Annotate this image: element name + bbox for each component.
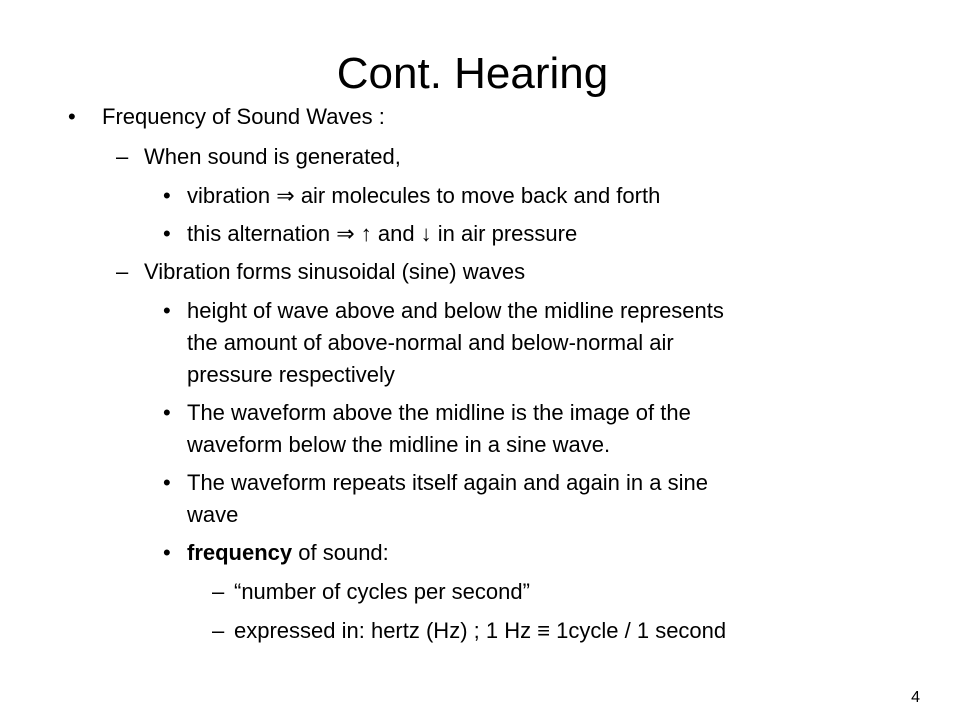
frequency-term-rest: of sound: [292,540,389,565]
bullet-text-line: waveform below the midline in a sine wave. [187,432,611,457]
bullet-marker: • [163,540,171,565]
slide-title: Cont. Hearing [336,49,609,98]
subitem-sound-generated [116,142,896,171]
dash-marker: – [116,259,129,284]
subitem-expressed-in-hertz [212,616,932,645]
bullet-frequency-of-sound-waves [68,102,868,131]
bullet-text: vibration ⇒ air molecules to move back and forth [187,183,661,208]
frequency-term: frequency [187,540,293,565]
bullet-text [187,468,708,532]
dash-marker: – [116,144,129,169]
subitem-text: expressed in: hertz (Hz) ; 1 Hz ≡ 1cycle / 1 second [234,618,727,643]
subitem-text: Vibration forms sinusoidal (sine) waves [144,259,526,284]
dash-marker: – [212,618,225,643]
bullet-waveform-image [163,398,923,462]
bullet-marker: • [163,221,171,246]
bullet-height-of-wave [163,296,923,392]
bullet-text-line: pressure respectively [187,362,395,387]
bullet-alternation [163,219,923,248]
bullet-frequency-of-sound [163,538,923,567]
bullet-vibration [163,181,923,210]
bullet-marker: • [163,470,171,495]
bullet-waveform-repeats [163,468,923,532]
bullet-text-line: wave [187,502,239,527]
bullet-text-line: The waveform repeats itself again and again in a sine [187,470,708,495]
bullet-text [187,398,691,462]
subitem-cycles-per-second [212,577,932,606]
bullet-text [187,296,724,392]
bullet-marker: • [163,400,171,425]
subitem-text: When sound is generated, [144,144,401,169]
bullet-text: this alternation ⇒ ↑ and ↓ in air pressure [187,221,578,246]
bullet-text-line: the amount of above-normal and below-normal air [187,330,674,355]
bullet-marker: • [163,298,171,323]
bullet-text-line: height of wave above and below the midline represents [187,298,724,323]
bullet-text: Frequency of Sound Waves : [102,104,385,129]
subitem-sinusoidal [116,257,896,286]
bullet-marker: • [163,183,171,208]
subitem-text: “number of cycles per second” [234,579,530,604]
bullet-marker: • [68,104,76,129]
bullet-text [187,538,389,567]
page-number: 4 [911,689,920,706]
dash-marker: – [212,579,225,604]
bullet-text-line: The waveform above the midline is the image of the [187,400,691,425]
